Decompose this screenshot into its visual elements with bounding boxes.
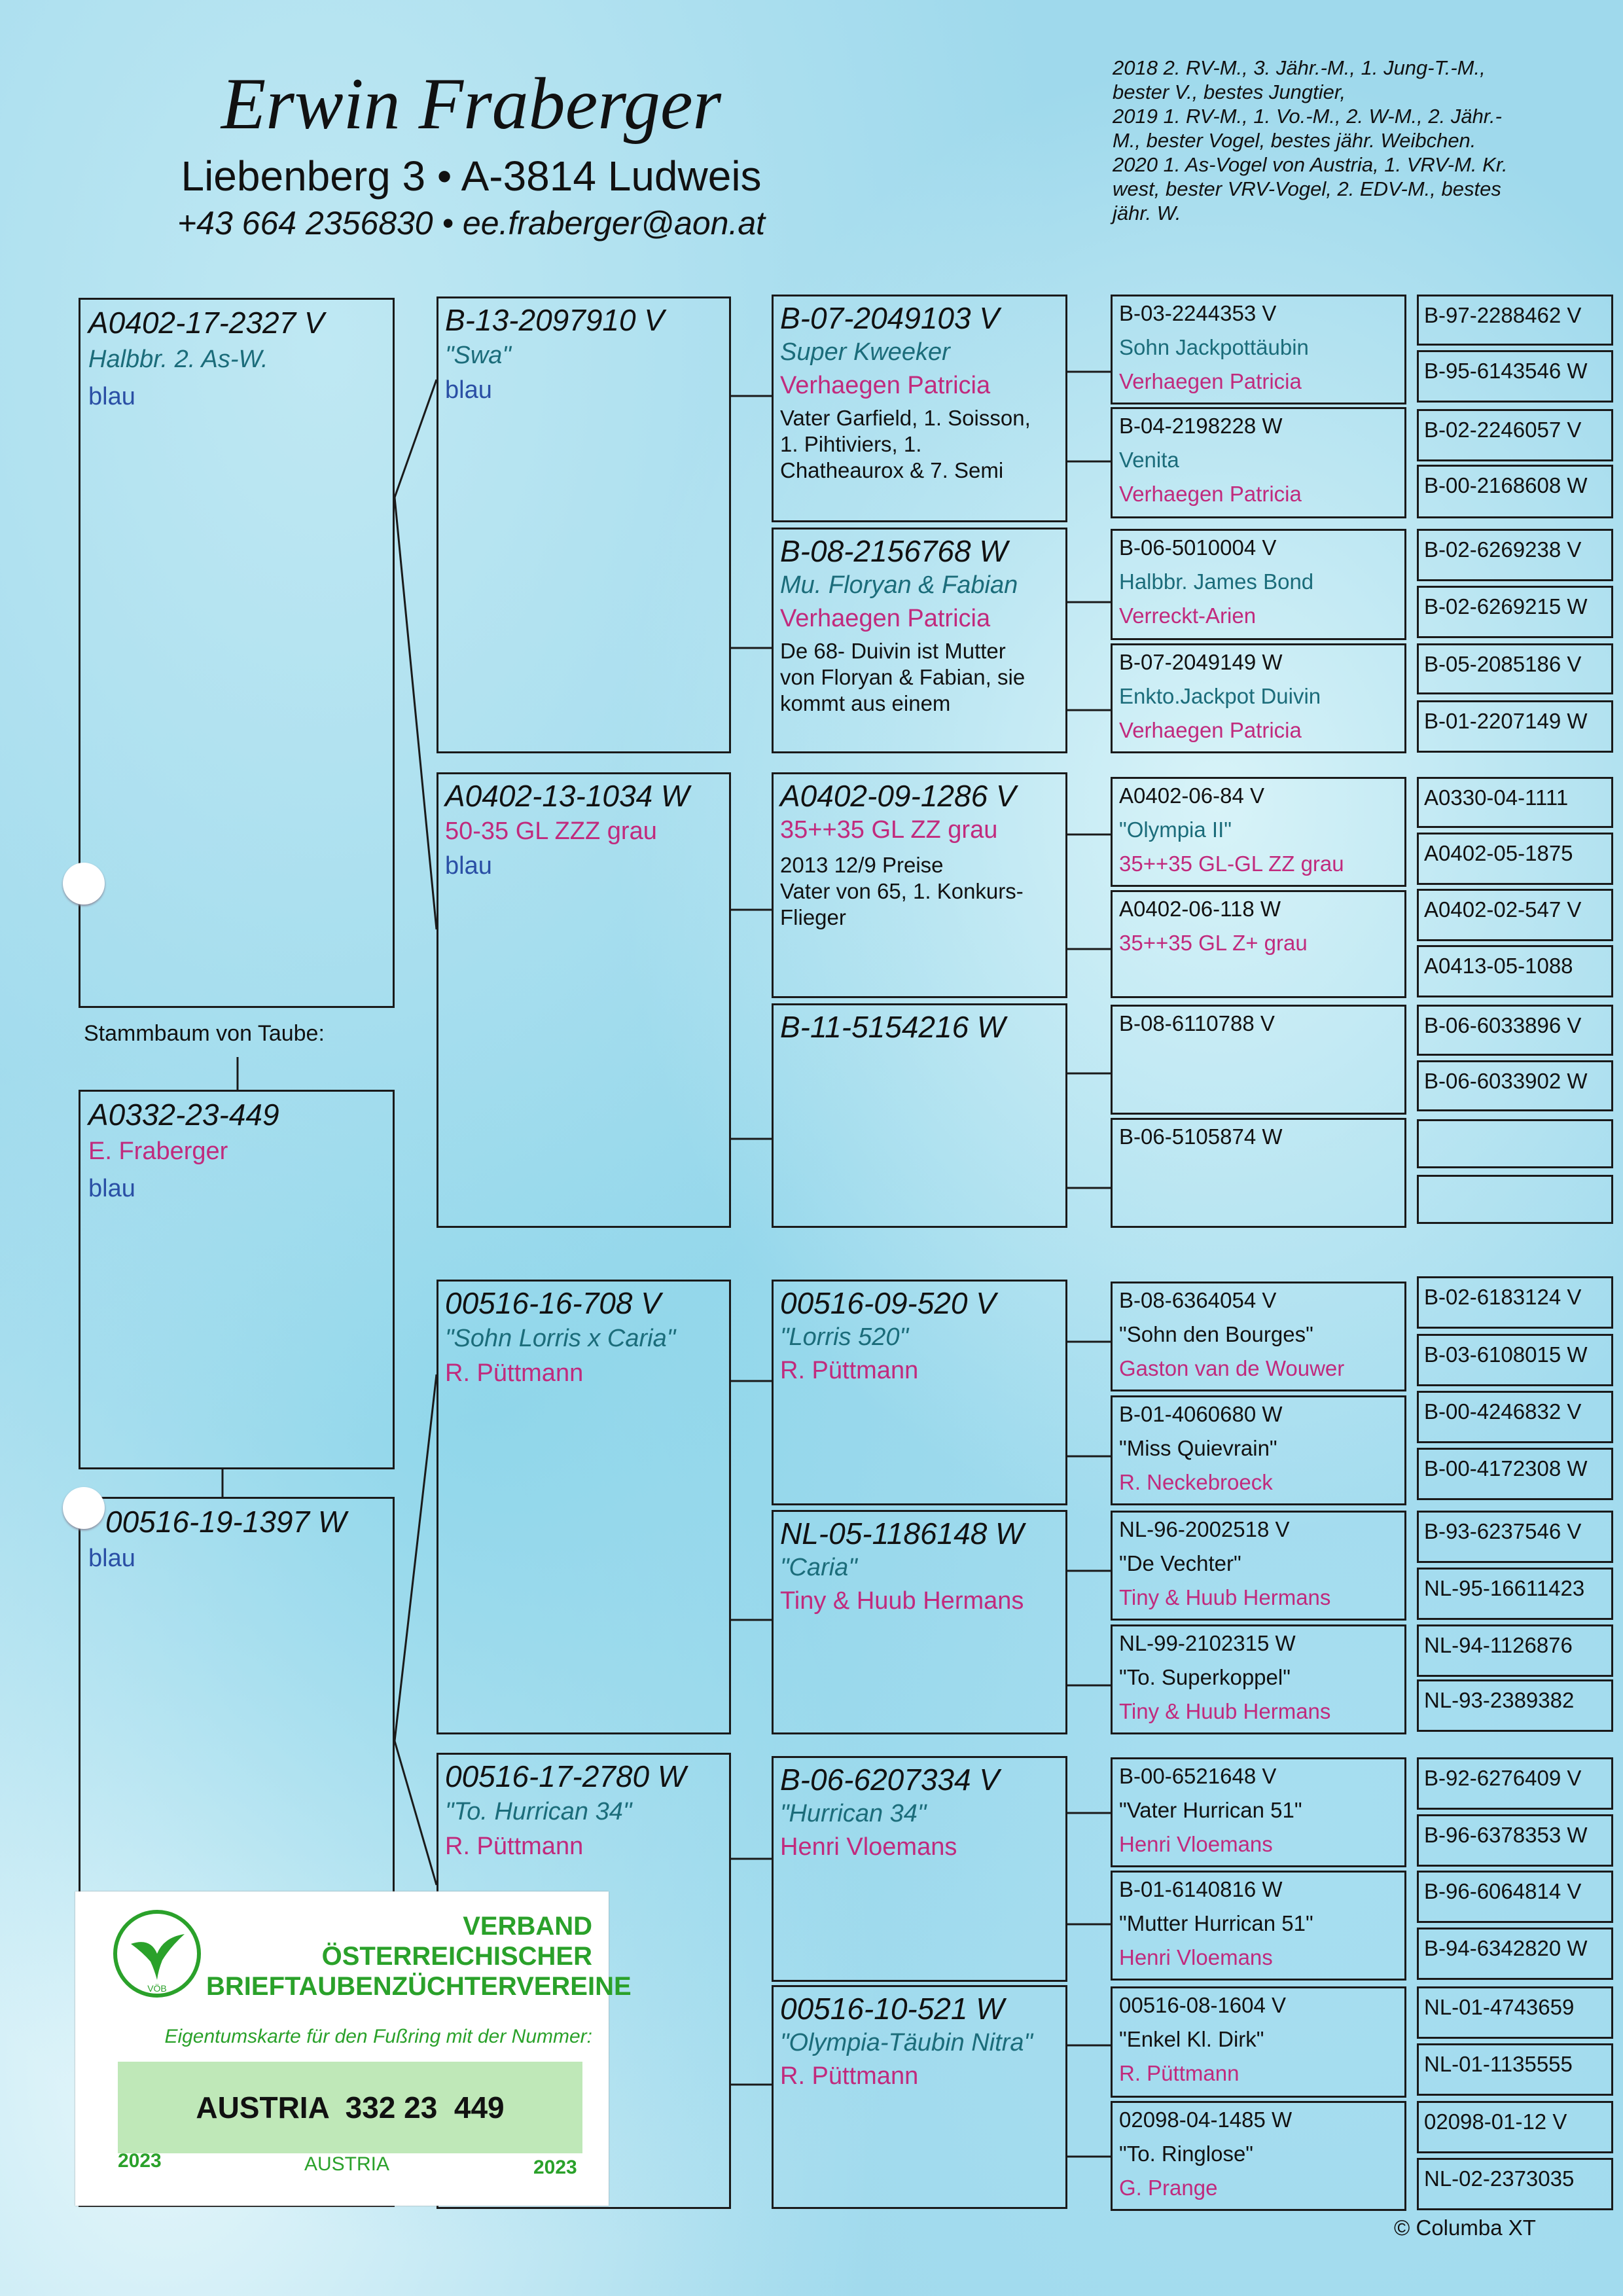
gen5-ring: B-05-2085186 V [1424, 652, 1582, 676]
gen4-name: "To. Superkoppel" [1119, 1665, 1291, 1689]
gen5-box[interactable] [1417, 1005, 1613, 1056]
gen5-ring: NL-02-2373035 [1424, 2166, 1575, 2191]
gen5-box[interactable] [1417, 1624, 1613, 1677]
card-org-line2: ÖSTERREICHISCHER [321, 1942, 592, 1971]
gen5-ring: B-96-6378353 W [1424, 1823, 1588, 1847]
gen5-ring: B-95-6143546 W [1424, 359, 1588, 383]
gen5-ring: B-00-2168608 W [1424, 473, 1588, 497]
gen3-name: "Hurrican 34" [780, 1800, 927, 1827]
gen5-ring: 02098-01-12 V [1424, 2109, 1567, 2134]
gen3-box[interactable] [772, 1280, 1067, 1505]
gen4-name: Enkto.Jackpot Duivin [1119, 684, 1321, 708]
gen5-box[interactable] [1417, 945, 1613, 997]
gen4-breeder: Tiny & Huub Hermans [1119, 1699, 1331, 1723]
gen5-box[interactable] [1417, 1448, 1613, 1500]
achievement-line: M., bester Vogel, bestes jähr. Weibchen. [1113, 129, 1476, 152]
gen2-ring: 00516-17-2780 W [445, 1759, 687, 1793]
gen4-box[interactable] [1111, 1005, 1406, 1115]
gen4-name: "Vater Hurrican 51" [1119, 1798, 1302, 1822]
gen2-name: "Swa" [445, 342, 511, 369]
gen3-text: Vater Garfield, 1. Soisson, [780, 406, 1031, 430]
gen5-ring: NL-01-1135555 [1424, 2052, 1573, 2076]
gen5-box[interactable] [1417, 889, 1613, 941]
gen4-box[interactable] [1111, 529, 1406, 640]
gen4-breeder: Tiny & Huub Hermans [1119, 1585, 1331, 1609]
gen3-name: Super Kweeker [780, 338, 950, 366]
gen5-box[interactable] [1417, 1568, 1613, 1620]
gen5-box[interactable] [1417, 2101, 1613, 2153]
gen5-box[interactable] [1417, 350, 1613, 403]
gen5-box[interactable] [1417, 1986, 1613, 2039]
gen4-box[interactable] [1111, 295, 1406, 404]
achievements [1113, 56, 1571, 225]
gen3-box[interactable] [772, 528, 1067, 753]
card-year-right: 2023 [533, 2157, 577, 2178]
gen5-box[interactable] [1417, 1511, 1613, 1563]
gen3-ring: NL-05-1186148 W [780, 1516, 1024, 1551]
gen5-box[interactable] [1417, 465, 1613, 518]
gen5-ring: B-00-4246832 V [1424, 1399, 1582, 1424]
achievement-line: 2020 1. As-Vogel von Austria, 1. VRV-M. Kr. [1113, 153, 1508, 176]
card-subtitle: Eigentumskarte für den Fußring mit der Nummer: [164, 2026, 592, 2047]
breeder-contact: +43 664 2356830 • ee.fraberger@aon.at [177, 205, 766, 242]
gen5-ring: NL-93-2389382 [1424, 1688, 1575, 1712]
gen4-breeder: R. Püttmann [1119, 2061, 1240, 2085]
gen5-box[interactable] [1417, 2158, 1613, 2210]
gen4-ring: B-01-6140816 W [1119, 1877, 1283, 1901]
achievement-line: bester V., bestes Jungtier, [1113, 81, 1346, 103]
gen5-ring: B-06-6033896 V [1424, 1013, 1582, 1037]
gen5-ring: B-00-4172308 W [1424, 1456, 1588, 1480]
gen4-breeder: Verhaegen Patricia [1119, 482, 1302, 506]
gen4-name: "Miss Quievrain" [1119, 1436, 1277, 1460]
gen4-ring: 00516-08-1604 V [1119, 1993, 1287, 2017]
gen3-ring: 00516-09-520 V [780, 1286, 996, 1320]
gen4-ring: NL-99-2102315 W [1119, 1631, 1296, 1655]
gen5-box[interactable] [1417, 643, 1613, 694]
gen3-line2: 35++35 GL ZZ grau [780, 816, 998, 844]
gen5-ring: B-02-6183124 V [1424, 1285, 1582, 1309]
subject-box[interactable] [79, 1090, 395, 1469]
mother-color: blau [88, 1545, 135, 1572]
gen4-name: Venita [1119, 448, 1179, 472]
gen4-name: "Olympia II" [1119, 817, 1232, 842]
achievement-line: west, bester VRV-Vogel, 2. EDV-M., bestes [1113, 177, 1501, 200]
gen3-text: 1. Pihtiviers, 1. [780, 432, 922, 456]
gen3-name: Mu. Floryan & Fabian [780, 571, 1018, 599]
gen5-box[interactable] [1417, 1276, 1613, 1329]
mother-ring: 00516-19-1397 W [105, 1505, 347, 1539]
logo-text: VÖB [147, 1983, 167, 1994]
gen3-ring: B-06-6207334 V [780, 1763, 1000, 1797]
gen4-ring: B-04-2198228 W [1119, 414, 1283, 438]
gen5-ring: B-96-6064814 V [1424, 1879, 1582, 1903]
binder-hole [63, 863, 105, 905]
gen4-box[interactable] [1111, 777, 1406, 887]
gen5-box[interactable] [1417, 409, 1613, 461]
gen2-ring: A0402-13-1034 W [445, 779, 690, 813]
gen5-box[interactable] [1417, 586, 1613, 638]
gen5-ring: A0413-05-1088 [1424, 954, 1573, 978]
gen4-name: "Sohn den Bourges" [1119, 1322, 1313, 1346]
gen3-box[interactable] [772, 1003, 1067, 1228]
gen5-ring: B-02-2246057 V [1424, 418, 1582, 442]
gen3-name: "Olympia-Täubin Nitra" [780, 2029, 1033, 2056]
gen2-color: blau [445, 852, 492, 880]
gen4-name: "De Vechter" [1119, 1551, 1241, 1575]
gen5-box[interactable] [1417, 833, 1613, 885]
gen4-ring: B-06-5105874 W [1119, 1124, 1283, 1149]
gen4-name: 35++35 GL Z+ grau [1119, 931, 1308, 955]
card-country: AUSTRIA [304, 2153, 390, 2175]
gen3-name: "Lorris 520" [780, 1323, 908, 1351]
gen5-box[interactable] [1417, 2043, 1613, 2096]
gen3-box[interactable] [772, 1985, 1067, 2209]
gen4-breeder: R. Neckebroeck [1119, 1470, 1273, 1494]
gen5-ring: A0402-02-547 V [1424, 897, 1582, 922]
gen4-name: "To. Ringlose" [1119, 2142, 1254, 2166]
gen5-ring: NL-95-16611423 [1424, 1576, 1585, 1600]
father-ring: A0402-17-2327 V [88, 306, 325, 340]
gen3-ring: A0402-09-1286 V [780, 779, 1016, 813]
gen4-box[interactable] [1111, 2101, 1406, 2211]
gen3-box[interactable] [772, 1756, 1067, 1982]
gen5-ring: A0402-05-1875 [1424, 841, 1573, 865]
gen5-ring: B-03-6108015 W [1424, 1342, 1588, 1367]
gen4-ring: B-08-6110788 V [1119, 1011, 1275, 1035]
subject-color: blau [88, 1175, 135, 1202]
gen2-box[interactable] [437, 1280, 731, 1734]
gen4-box[interactable] [1111, 643, 1406, 753]
gen2-ring: B-13-2097910 V [445, 303, 665, 337]
gen5-ring: B-01-2207149 W [1424, 709, 1588, 733]
gen5-ring: B-92-6276409 V [1424, 1766, 1582, 1790]
card-ring-number: AUSTRIA 332 23 449 [196, 2090, 505, 2125]
gen4-name: Sohn Jackpottäubin [1119, 335, 1309, 359]
gen4-breeder: Verhaegen Patricia [1119, 369, 1302, 393]
achievement-line: jähr. W. [1113, 202, 1181, 224]
gen4-breeder: Henri Vloemans [1119, 1832, 1273, 1856]
gen5-box[interactable] [1417, 777, 1613, 828]
gen4-box[interactable] [1111, 407, 1406, 518]
gen3-text: Vater von 65, 1. Konkurs- [780, 879, 1024, 903]
subject-ring: A0332-23-449 [88, 1098, 279, 1132]
gen4-breeder: Gaston van de Wouwer [1119, 1356, 1345, 1380]
gen3-ring: B-08-2156768 W [780, 534, 1008, 568]
gen3-text: von Floryan & Fabian, sie [780, 665, 1026, 689]
achievement-line: 2019 1. RV-M., 1. Vo.-M., 2. W-M., 2. Jähr.- [1113, 105, 1502, 128]
breeder-address: Liebenberg 3 • A-3814 Ludweis [181, 152, 762, 200]
gen4-ring: B-07-2049149 W [1119, 650, 1283, 674]
gen5-ring: B-02-6269215 W [1424, 594, 1588, 619]
gen3-text: De 68- Duivin ist Mutter [780, 639, 1006, 663]
gen5-box[interactable] [1417, 1928, 1613, 1980]
gen4-box[interactable] [1111, 1282, 1406, 1391]
gen5-box[interactable] [1417, 529, 1613, 581]
gen5-box[interactable] [1417, 295, 1613, 346]
gen4-box[interactable] [1111, 1395, 1406, 1505]
gen2-ring: 00516-16-708 V [445, 1286, 661, 1320]
gen4-breeder: Verreckt-Arien [1119, 603, 1257, 628]
gen4-breeder: Verhaegen Patricia [1119, 718, 1302, 742]
ownership-card [75, 1892, 632, 2206]
father-color: blau [88, 383, 135, 410]
gen5-box[interactable] [1417, 1871, 1613, 1923]
card-org-line3: BRIEFTAUBENZÜCHTERVEREINE [206, 1972, 632, 2001]
gen5-ring: A0330-04-1111 [1424, 785, 1569, 810]
gen4-ring: NL-96-2002518 V [1119, 1517, 1290, 1541]
gen5-box[interactable] [1417, 1175, 1613, 1224]
copyright-footer: © Columba XT [1394, 2215, 1536, 2240]
gen3-breeder: Verhaegen Patricia [780, 605, 991, 632]
gen3-text: Chatheaurox & 7. Semi [780, 458, 1004, 482]
gen4-ring: B-06-5010004 V [1119, 535, 1277, 560]
gen5-box[interactable] [1417, 1679, 1613, 1732]
pedigree-label: Stammbaum von Taube: [84, 1021, 325, 1046]
gen4-breeder: G. Prange [1119, 2176, 1218, 2200]
gen2-box[interactable] [437, 772, 731, 1228]
gen3-text: 2013 12/9 Preise [780, 853, 944, 877]
gen3-box[interactable] [772, 1510, 1067, 1734]
gen4-box[interactable] [1111, 1871, 1406, 1981]
gen3-ring: B-11-5154216 W [780, 1010, 1006, 1044]
gen5-ring: B-06-6033902 W [1424, 1069, 1588, 1093]
gen3-text: Flieger [780, 905, 846, 929]
gen3-name: "Caria" [780, 1554, 857, 1581]
gen4-breeder: Henri Vloemans [1119, 1945, 1273, 1969]
gen4-box[interactable] [1111, 1118, 1406, 1228]
gen4-ring: 02098-04-1485 W [1119, 2108, 1293, 2132]
gen4-box[interactable] [1111, 1986, 1406, 2098]
card-year-left: 2023 [118, 2150, 162, 2172]
gen3-breeder: R. Püttmann [780, 2062, 919, 2090]
gen5-ring: B-02-6269238 V [1424, 537, 1582, 562]
gen4-ring: B-00-6521648 V [1119, 1764, 1277, 1788]
gen3-ring: 00516-10-521 W [780, 1992, 1005, 2026]
gen4-ring: B-01-4060680 W [1119, 1402, 1283, 1426]
gen4-ring: A0402-06-118 W [1119, 897, 1281, 921]
gen2-line2: 50-35 GL ZZZ grau [445, 817, 657, 845]
gen5-box[interactable] [1417, 1119, 1613, 1168]
card-ring-field [118, 2062, 582, 2153]
gen2-breeder: R. Püttmann [445, 1359, 584, 1387]
gen3-box[interactable] [772, 772, 1067, 998]
gen4-box[interactable] [1111, 1511, 1406, 1621]
father-box[interactable] [79, 298, 395, 1008]
gen4-box[interactable] [1111, 1624, 1406, 1734]
gen4-name: "Mutter Hurrican 51" [1119, 1911, 1313, 1935]
association-logo-icon [111, 1908, 203, 2000]
father-note: Halbbr. 2. As-W. [88, 346, 268, 373]
breeder-name: Erwin Fraberger [221, 63, 722, 145]
gen5-box[interactable] [1417, 1391, 1613, 1443]
gen4-ring: B-03-2244353 V [1119, 301, 1277, 325]
gen4-name: Halbbr. James Bond [1119, 569, 1314, 594]
subject-breeder: E. Fraberger [88, 1138, 228, 1165]
gen5-ring: NL-01-4743659 [1424, 1995, 1575, 2019]
gen5-box[interactable] [1417, 1757, 1613, 1810]
gen3-box[interactable] [772, 295, 1067, 522]
achievement-line: 2018 2. RV-M., 3. Jähr.-M., 1. Jung-T.-M., [1113, 56, 1486, 79]
gen4-name: "Enkel Kl. Dirk" [1119, 2027, 1264, 2051]
gen4-ring: A0402-06-84 V [1119, 783, 1264, 808]
gen5-box[interactable] [1417, 1060, 1613, 1111]
gen4-box[interactable] [1111, 1757, 1406, 1867]
gen5-ring: B-93-6237546 V [1424, 1519, 1582, 1543]
gen5-box[interactable] [1417, 1334, 1613, 1386]
gen3-text: kommt aus einem [780, 691, 951, 715]
gen4-box[interactable] [1111, 890, 1406, 998]
gen5-ring: B-94-6342820 W [1424, 1936, 1588, 1960]
gen5-ring: B-97-2288462 V [1424, 303, 1582, 327]
gen2-breeder: R. Püttmann [445, 1833, 584, 1860]
gen5-box[interactable] [1417, 1814, 1613, 1867]
gen2-box[interactable] [437, 296, 731, 753]
gen2-name: "Sohn Lorris x Caria" [445, 1325, 676, 1352]
gen4-breeder: 35++35 GL-GL ZZ grau [1119, 852, 1344, 876]
gen5-ring: NL-94-1126876 [1424, 1633, 1573, 1657]
gen2-color: blau [445, 376, 492, 404]
gen3-breeder: Verhaegen Patricia [780, 372, 991, 399]
binder-hole [63, 1487, 105, 1529]
gen2-name: "To. Hurrican 34" [445, 1798, 632, 1825]
gen5-box[interactable] [1417, 700, 1613, 753]
gen3-ring: B-07-2049103 V [780, 301, 1000, 335]
gen3-breeder: Henri Vloemans [780, 1833, 957, 1861]
gen3-breeder: Tiny & Huub Hermans [780, 1587, 1024, 1615]
card-org-line1: VERBAND [463, 1912, 592, 1941]
gen4-ring: B-08-6364054 V [1119, 1288, 1277, 1312]
gen3-breeder: R. Püttmann [780, 1357, 919, 1384]
